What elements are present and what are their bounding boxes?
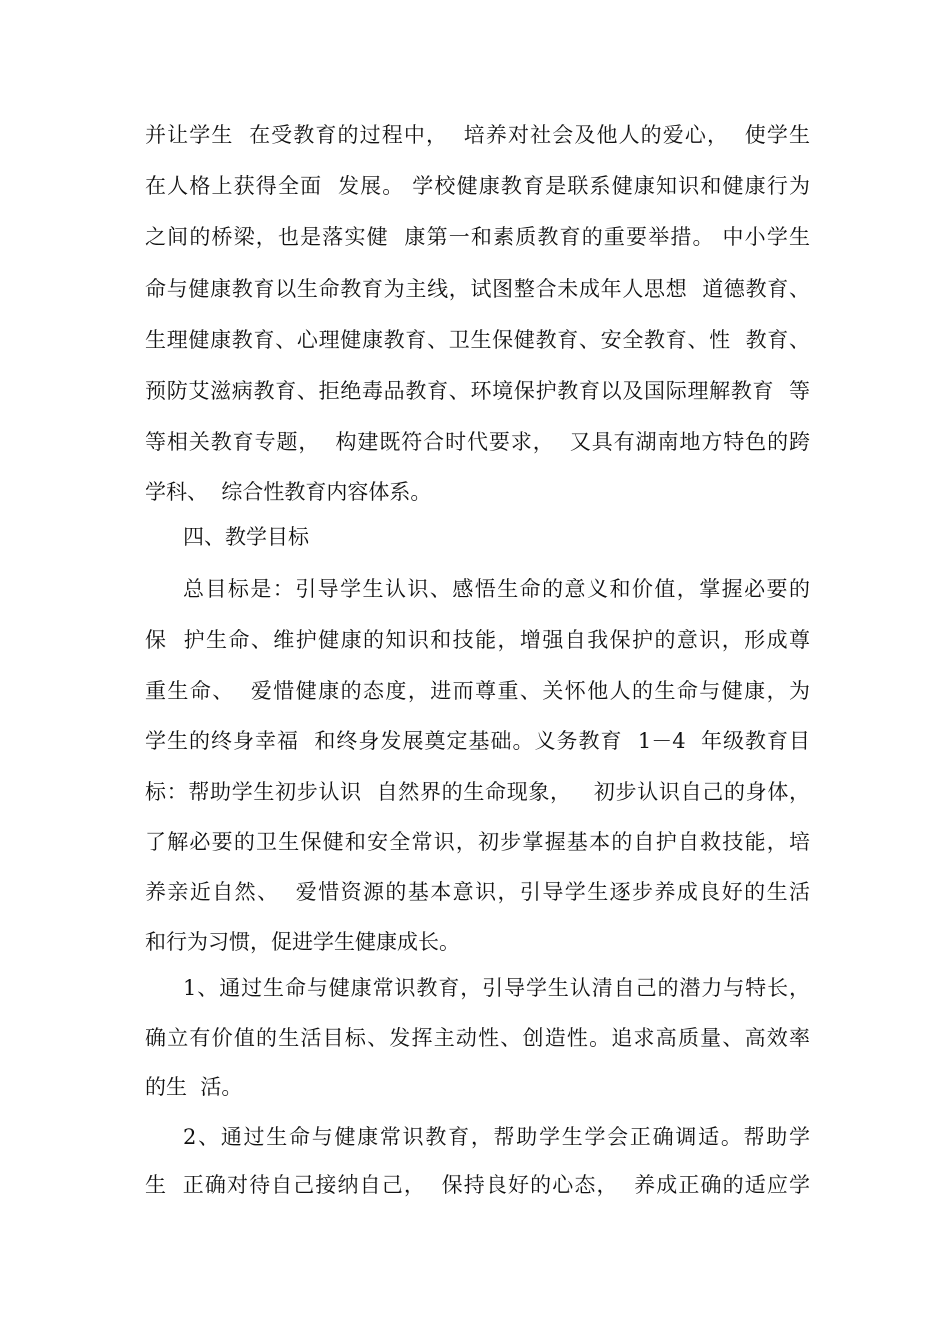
- paragraph-line: 标：帮助学生初步认识 自然界的生命现象， 初步认识自己的身体，: [145, 780, 810, 804]
- paragraph-line: 预防艾滋病教育、拒绝毒品教育、环境保护教育以及国际理解教育 等: [145, 379, 810, 403]
- paragraph-line: 总目标是：引导学生认识、感悟生命的意义和价值，掌握必要的: [183, 577, 810, 601]
- paragraph-line: 命与健康教育以生命教育为主线，试图整合未成年人思想 道德教育、: [145, 277, 810, 301]
- paragraph-line: 等相关教育专题， 构建既符合时代要求， 又具有湖南地方特色的跨: [145, 430, 810, 454]
- paragraph-line: 确立有价值的生活目标、发挥主动性、创造性。追求高质量、高效率: [145, 1026, 810, 1050]
- paragraph-line: 在人格上获得全面 发展。 学校健康教育是联系健康知识和健康行为: [145, 174, 810, 198]
- paragraph-line: 2、通过生命与健康常识教育，帮助学生学会正确调适。帮助学: [183, 1125, 810, 1149]
- paragraph-line: 学生的终身幸福 和终身发展奠定基础。义务教育 1－4 年级教育目: [145, 729, 810, 753]
- paragraph-line: 了解必要的卫生保健和安全常识，初步掌握基本的自护自救技能，培: [145, 830, 810, 854]
- paragraph-line: 重生命、 爱惜健康的态度，进而尊重、关怀他人的生命与健康，为: [145, 679, 810, 703]
- paragraph-line: 的生 活。: [145, 1075, 243, 1099]
- paragraph-line: 和行为习惯，促进学生健康成长。: [145, 930, 460, 954]
- paragraph-line: 学科、 综合性教育内容体系。: [145, 480, 432, 504]
- paragraph-line: 并让学生 在受教育的过程中， 培养对社会及他人的爱心， 使学生: [145, 123, 810, 147]
- paragraph-line: 生理健康教育、心理健康教育、卫生保健教育、安全教育、性 教育、: [145, 328, 810, 352]
- paragraph-line: 养亲近自然、 爱惜资源的基本意识，引导学生逐步养成良好的生活: [145, 880, 810, 904]
- section-heading: 四、教学目标: [183, 525, 309, 549]
- paragraph-line: 生 正确对待自己接纳自己， 保持良好的心态， 养成正确的适应学: [145, 1173, 810, 1197]
- paragraph-line: 保 护生命、维护健康的知识和技能，增强自我保护的意识，形成尊: [145, 628, 810, 652]
- paragraph-line: 1、通过生命与健康常识教育，引导学生认清自己的潜力与特长，: [183, 976, 810, 1000]
- paragraph-line: 之间的桥梁，也是落实健 康第一和素质教育的重要举措。 中小学生: [145, 225, 810, 249]
